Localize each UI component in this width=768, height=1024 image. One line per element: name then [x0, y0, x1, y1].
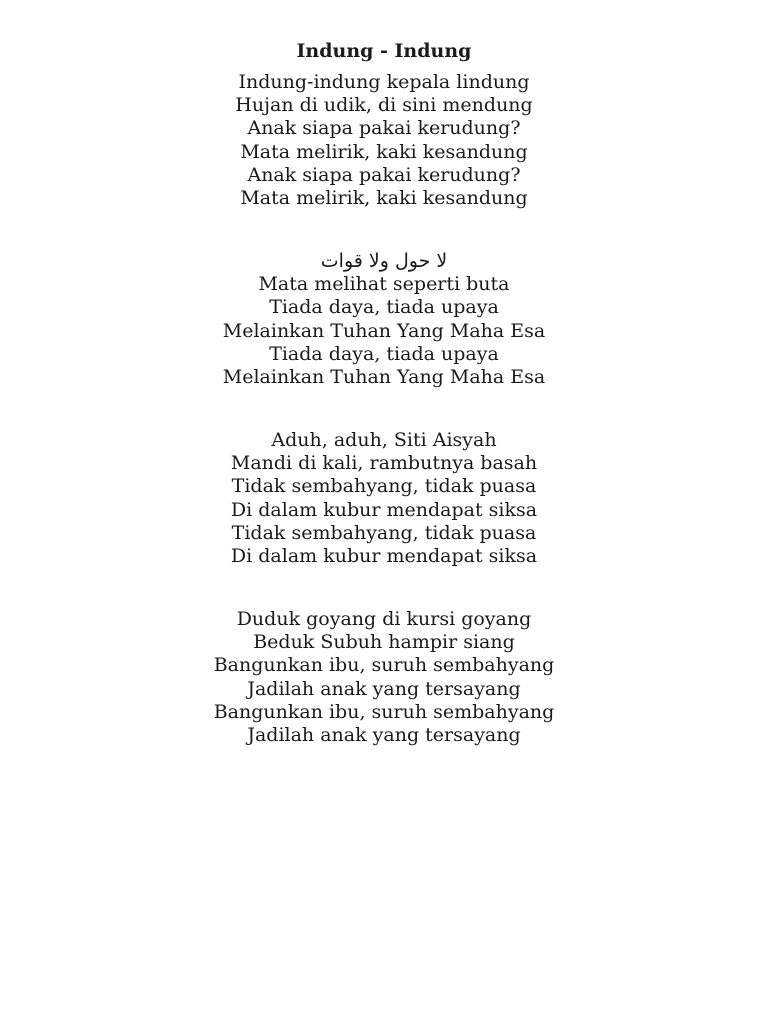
verse-line: Tidak sembahyang, tidak puasa	[231, 521, 537, 544]
verse-line: Jadilah anak yang tersayang	[247, 723, 521, 746]
verse-line: Tiada daya, tiada upaya	[269, 342, 499, 365]
verse-line: Anak siapa pakai kerudung?	[247, 117, 521, 140]
verse-line: Bangunkan ibu, suruh sembahyang	[213, 654, 555, 677]
verse-line: Tidak sembahyang, tidak puasa	[231, 475, 537, 498]
verse-line: Melainkan Tuhan Yang Maha Esa	[222, 365, 546, 388]
verse-line: Mata melihat seperti buta	[258, 273, 510, 296]
stanza-3	[0, 429, 768, 568]
verse-line: Mata melirik, kaki kesandung	[240, 186, 528, 209]
verse-line: Anak siapa pakai kerudung?	[247, 163, 521, 186]
verse-line: Tiada daya, tiada upaya	[269, 296, 499, 319]
verse-line: Beduk Subuh hampir siang	[253, 631, 515, 654]
stanza-2	[0, 250, 768, 389]
stanza-4	[0, 608, 768, 747]
verse-line: Mandi di kali, rambutnya basah	[230, 452, 538, 475]
verse-line: Aduh, aduh, Siti Aisyah	[271, 429, 497, 451]
verse-line: Melainkan Tuhan Yang Maha Esa	[222, 319, 546, 342]
verse-line: Mata melirik, kaki kesandung	[240, 140, 528, 163]
verse-line: Bangunkan ibu, suruh sembahyang	[213, 700, 555, 723]
verse-line: Jadilah anak yang tersayang	[247, 677, 521, 700]
verse-line: Di dalam kubur mendapat siksa	[230, 498, 538, 521]
stanza-1	[0, 71, 768, 210]
page-title: Indung - Indung	[296, 40, 472, 62]
verse-line: Duduk goyang di kursi goyang	[236, 608, 532, 630]
verse-line: Indung-indung kepala lindung	[238, 71, 530, 93]
verse-line: Di dalam kubur mendapat siksa	[230, 544, 538, 567]
verse-line: Hujan di udik, di sini mendung	[235, 94, 533, 117]
arabic-verse-line: لا حول ولا قوات	[320, 250, 448, 272]
